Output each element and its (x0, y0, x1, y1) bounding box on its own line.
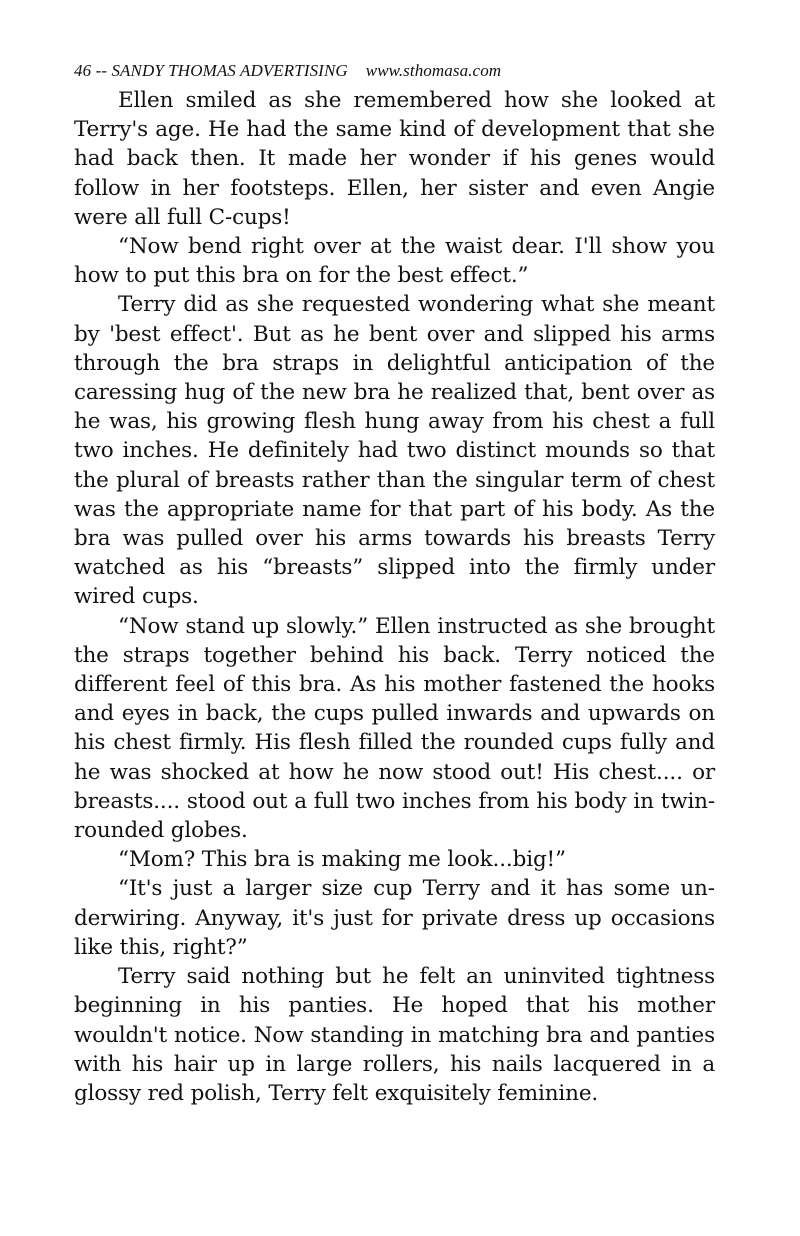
running-header (74, 58, 715, 86)
publisher-url: www.sthomasa.com (365, 61, 502, 80)
paragraph: “It's just a larger size cup Terry and it has some underwiring. Anyway, it's just for private dress up occasions like this, right?” (74, 876, 715, 960)
paragraph: Ellen smiled as she remembered how she looked at Terry's age. He had the same kind of development that she had back then. It made her wonder if his genes would follow in her footsteps. Ellen, her sister and even Angie were all full C-cups! (74, 88, 715, 230)
paragraph: “Now stand up slowly.” Ellen instructed as she brought the straps together behind his back. Terry noticed the different feel of this bra. As his mother fastened the hooks and eyes in back, the cups pulled inwards and upwards on his chest firmly. His flesh filled the rounded cups fully and he was shocked at how he now stood out! His chest.... or breasts.... stood out a full two inches from his body in twin-rounded globes. (74, 613, 715, 844)
paragraph: “Now bend right over at the waist dear. I'll show you how to put this bra on for the best effect.” (74, 234, 715, 289)
body-text (74, 86, 715, 1108)
header-separator: -- (95, 61, 108, 80)
publisher-name: SANDY THOMAS ADVERTISING (111, 61, 348, 80)
page-number: 46 (74, 61, 92, 80)
book-page (74, 58, 715, 1108)
paragraph: Terry did as she requested wondering what she meant by 'best effect'. But as he bent over and slipped his arms through the bra straps in delightful anticipation of the caressing hug of the new bra he realized that, bent over as he was, his growing flesh hung away from his chest a full two inches. He definitely had two distinct mounds so that the plural of breasts rather than the singular term of chest was the appropriate name for that part of his body. As the bra was pulled over his arms towards his breasts Terry watched as his “breasts” slipped into the firmly under wired cups. (74, 292, 715, 610)
paragraph: “Mom? This bra is making me look...big!” (118, 847, 566, 873)
paragraph: Terry said nothing but he felt an uninvited tightness beginning in his panties. He hoped that his mother wouldn't notice. Now standing in matching bra and panties with his hair up in large rollers, his nails lacquered in a glossy red polish, Terry felt exquisitely feminine. (74, 964, 715, 1106)
